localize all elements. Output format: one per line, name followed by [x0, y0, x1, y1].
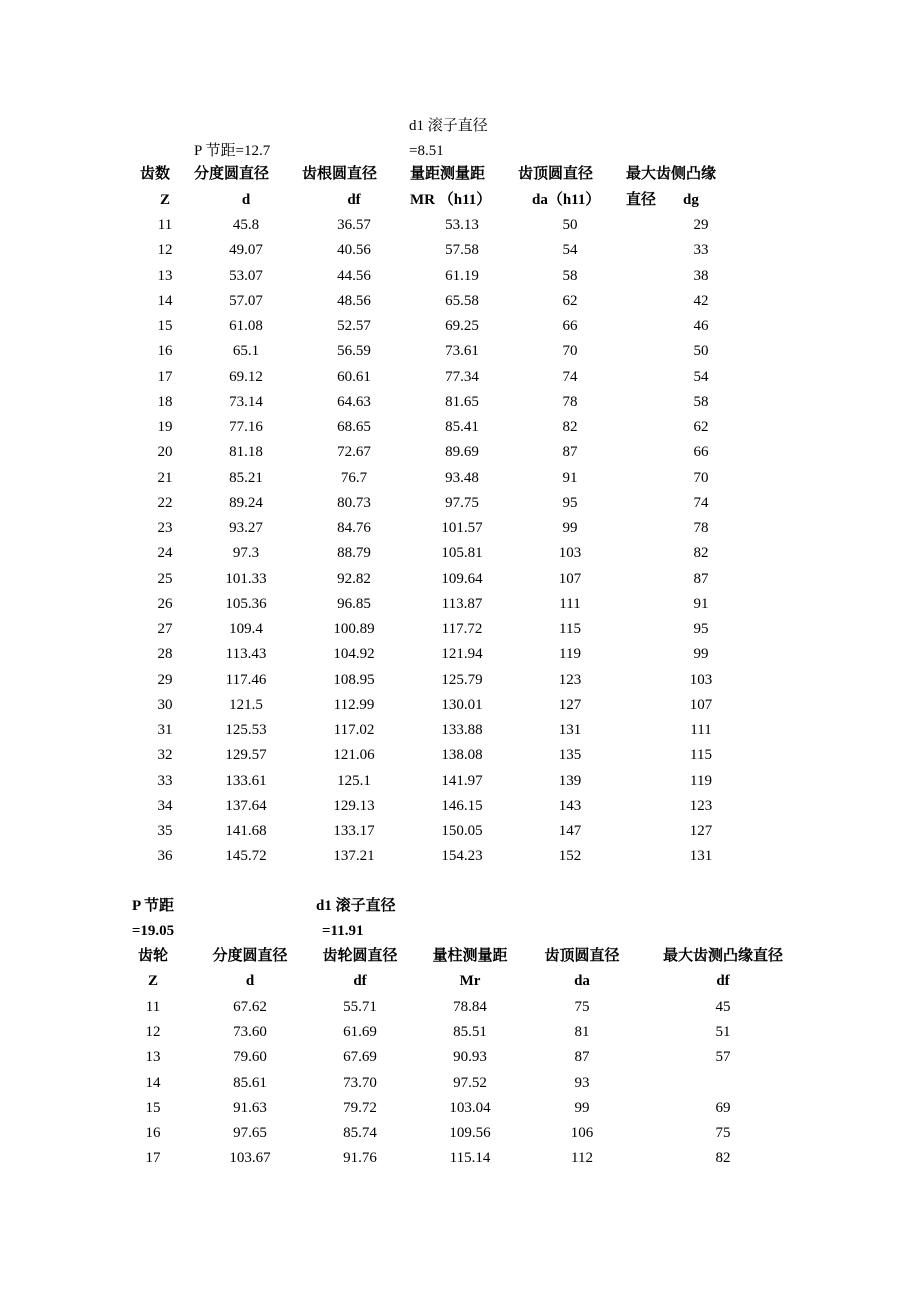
- cell-mr: 138.08: [441, 747, 483, 764]
- cell-z: 32: [157, 747, 173, 764]
- cell-da: 81: [574, 1024, 590, 1041]
- col-symbol-d: d: [241, 192, 251, 208]
- cell-mr: 97.52: [453, 1074, 487, 1091]
- cell-z: 19: [157, 419, 173, 435]
- cell-df: 92.82: [337, 570, 371, 587]
- cell-d: 125.53: [225, 722, 267, 738]
- cell-da: 78: [562, 393, 578, 410]
- cell-dg: 87: [693, 570, 709, 587]
- cell-da: 103: [558, 545, 582, 562]
- cell-mr: 61.19: [445, 267, 479, 284]
- cell-z: 16: [157, 343, 173, 360]
- cell-z: 17: [145, 1150, 161, 1167]
- cell-dg: 29: [693, 217, 709, 233]
- cell-df: 88.79: [337, 545, 371, 562]
- cell-dg: 58: [693, 393, 709, 410]
- cell-z: 15: [157, 318, 173, 334]
- cell-d: 117.46: [225, 671, 267, 688]
- cell-d: 145.72: [225, 848, 267, 865]
- cell-da: 75: [574, 999, 590, 1015]
- cell-mr: 97.75: [445, 494, 479, 511]
- cell-df: 104.92: [333, 646, 375, 663]
- cell-d: 141.68: [225, 823, 267, 839]
- roller-diameter-value: =8.51: [409, 143, 444, 159]
- cell-dg: 107: [689, 696, 713, 713]
- cell-dg: 91: [693, 595, 709, 612]
- cell-z: 36: [157, 848, 173, 865]
- cell-df: 48.56: [337, 292, 371, 309]
- cell-d: 79.60: [233, 1049, 267, 1066]
- cell-da: 107: [558, 570, 582, 587]
- col-header-teeth: 齿数: [140, 166, 171, 182]
- cell-df: 84.76: [337, 520, 371, 536]
- cell-dg: 46: [693, 318, 709, 334]
- cell-d: 109.4: [229, 621, 263, 637]
- cell-d: 101.33: [225, 570, 267, 587]
- cell-dg: 95: [693, 621, 709, 637]
- cell-z: 26: [157, 595, 173, 612]
- cell-dg: 119: [690, 772, 712, 789]
- cell-d: 45.8: [232, 217, 260, 233]
- cell-mr: 133.88: [441, 722, 483, 738]
- cell-da: 152: [558, 848, 582, 865]
- cell-d: 73.60: [233, 1024, 267, 1041]
- cell-df: 72.67: [337, 444, 371, 461]
- cell-mr: 125.79: [441, 671, 483, 688]
- col-symbol-d-2: d: [245, 973, 255, 989]
- cell-df: 64.63: [337, 393, 371, 410]
- cell-z: 30: [157, 696, 173, 713]
- cell-da: 58: [562, 267, 578, 284]
- cell-da: 54: [562, 242, 578, 259]
- cell-z: 13: [145, 1049, 161, 1066]
- cell-mr: 115.14: [449, 1150, 491, 1167]
- cell-z: 35: [157, 823, 173, 839]
- cell-mr: 57.58: [445, 242, 479, 259]
- cell-dg: 78: [693, 520, 709, 536]
- cell-dg: 99: [693, 646, 709, 663]
- cell-z: 13: [157, 267, 173, 284]
- cell-z: 12: [157, 242, 173, 259]
- cell-z: 20: [157, 444, 173, 461]
- cell-da: 50: [562, 217, 578, 233]
- cell-mr: 65.58: [445, 292, 479, 309]
- cell-da: 123: [558, 671, 582, 688]
- cell-z: 17: [157, 368, 173, 385]
- cell-df: 52.57: [337, 318, 371, 334]
- cell-da: 95: [562, 494, 578, 511]
- cell-mr: 85.41: [445, 419, 479, 435]
- col-header-diameter-cont: 直径: [626, 192, 657, 208]
- cell-mr: 89.69: [445, 444, 479, 461]
- cell-d: 103.67: [229, 1150, 271, 1167]
- col-symbol-df-flange: df: [716, 973, 730, 989]
- cell-d: 85.21: [229, 469, 263, 486]
- cell-da: 62: [562, 292, 578, 309]
- cell-d: 97.65: [233, 1125, 267, 1141]
- cell-df: 56.59: [337, 343, 371, 360]
- cell-df-flange: 82: [715, 1150, 731, 1167]
- cell-da: 139: [558, 772, 582, 789]
- cell-z: 11: [145, 999, 161, 1015]
- cell-mr: 105.81: [441, 545, 483, 562]
- cell-df-flange: 69: [715, 1099, 731, 1116]
- cell-mr: 69.25: [445, 318, 479, 334]
- cell-d: 105.36: [225, 595, 267, 612]
- cell-df-flange: 45: [715, 999, 731, 1015]
- cell-df: 100.89: [333, 621, 375, 637]
- pitch-label: P 节距=12.7: [194, 143, 271, 159]
- cell-df: 60.61: [337, 368, 371, 385]
- col-header-root-diameter: 齿根圆直径: [302, 166, 378, 182]
- cell-mr: 101.57: [441, 520, 483, 536]
- cell-da: 99: [574, 1099, 590, 1116]
- cell-da: 87: [562, 444, 578, 461]
- cell-df: 121.06: [333, 747, 375, 764]
- cell-d: 97.3: [232, 545, 260, 562]
- cell-da: 147: [558, 823, 582, 839]
- cell-df: 96.85: [337, 595, 371, 612]
- cell-df: 112.99: [333, 696, 375, 713]
- cell-df: 73.70: [343, 1074, 377, 1091]
- cell-dg: 123: [689, 797, 713, 814]
- col-header-pitch-diameter: 分度圆直径: [194, 166, 270, 182]
- cell-df-flange: 51: [715, 1024, 731, 1041]
- cell-dg: 33: [693, 242, 709, 259]
- cell-mr: 141.97: [441, 772, 483, 789]
- pitch-label-2: P 节距: [131, 898, 175, 914]
- cell-da: 127: [558, 696, 582, 713]
- cell-d: 57.07: [229, 292, 263, 309]
- cell-mr: 77.34: [445, 368, 479, 385]
- cell-mr: 113.87: [441, 595, 483, 612]
- cell-d: 73.14: [229, 393, 263, 410]
- cell-d: 93.27: [229, 520, 263, 536]
- col-header-tip-diameter-2: 齿顶圆直径: [544, 948, 620, 964]
- cell-mr: 109.56: [449, 1125, 491, 1141]
- cell-z: 14: [145, 1074, 161, 1091]
- cell-z: 18: [157, 393, 173, 410]
- cell-da: 91: [562, 469, 578, 486]
- col-symbol-mr: MR （h11）: [410, 192, 492, 208]
- cell-dg: 131: [689, 848, 713, 865]
- col-symbol-da-2: da: [574, 973, 590, 989]
- col-header-pin-measure: 量柱测量距: [432, 948, 508, 964]
- cell-z: 29: [157, 671, 173, 688]
- col-symbol-z: Z: [159, 192, 171, 208]
- cell-d: 121.5: [229, 696, 263, 713]
- cell-d: 61.08: [229, 318, 263, 334]
- cell-z: 34: [157, 797, 173, 814]
- cell-da: 70: [562, 343, 578, 360]
- cell-d: 65.1: [232, 343, 260, 360]
- cell-dg: 50: [693, 343, 709, 360]
- cell-dg: 38: [693, 267, 709, 284]
- cell-da: 135: [558, 747, 582, 764]
- cell-mr: 117.72: [441, 621, 483, 637]
- cell-df: 67.69: [343, 1049, 377, 1066]
- col-symbol-z-2: Z: [147, 973, 159, 989]
- cell-df: 79.72: [343, 1099, 377, 1116]
- cell-z: 11: [157, 217, 173, 233]
- cell-da: 66: [562, 318, 578, 334]
- cell-dg: 115: [690, 747, 712, 764]
- col-header-max-flange-2: 最大齿测凸缘直径: [662, 948, 784, 964]
- cell-d: 85.61: [233, 1074, 267, 1091]
- cell-da: 111: [559, 595, 581, 612]
- cell-df: 125.1: [337, 772, 371, 789]
- cell-df: 85.74: [343, 1125, 377, 1141]
- cell-d: 53.07: [229, 267, 263, 284]
- cell-z: 14: [157, 292, 173, 309]
- cell-z: 21: [157, 469, 173, 486]
- cell-d: 129.57: [225, 747, 267, 764]
- cell-z: 31: [157, 722, 173, 738]
- cell-mr: 154.23: [441, 848, 483, 865]
- cell-d: 67.62: [233, 999, 267, 1015]
- cell-z: 33: [157, 772, 173, 789]
- cell-dg: 54: [693, 368, 709, 385]
- pitch-value-2: =19.05: [131, 923, 175, 939]
- cell-mr: 90.93: [453, 1049, 487, 1066]
- cell-z: 15: [145, 1099, 161, 1116]
- cell-z: 24: [157, 545, 173, 562]
- cell-df: 117.02: [333, 722, 375, 738]
- col-header-tip-diameter: 齿顶圆直径: [518, 166, 594, 182]
- cell-d: 81.18: [229, 444, 263, 461]
- cell-da: 74: [562, 368, 578, 385]
- cell-da: 143: [558, 797, 582, 814]
- cell-mr: 103.04: [449, 1099, 491, 1116]
- cell-df: 108.95: [333, 671, 375, 688]
- cell-df-flange: 75: [715, 1125, 731, 1141]
- col-symbol-df: df: [347, 192, 361, 208]
- roller-diameter-label: d1 滚子直径: [409, 118, 488, 134]
- cell-d: 133.61: [225, 772, 267, 789]
- cell-dg: 62: [693, 419, 709, 435]
- cell-d: 89.24: [229, 494, 263, 511]
- col-header-max-flange: 最大齿侧凸缘: [626, 166, 717, 182]
- col-symbol-df-2: df: [353, 973, 367, 989]
- cell-mr: 93.48: [445, 469, 479, 486]
- cell-z: 28: [157, 646, 173, 663]
- cell-z: 25: [157, 570, 173, 587]
- cell-df: 76.7: [340, 469, 368, 486]
- cell-dg: 127: [689, 823, 713, 839]
- cell-mr: 85.51: [453, 1024, 487, 1041]
- col-symbol-dg: dg: [683, 192, 699, 208]
- cell-d: 91.63: [233, 1099, 267, 1116]
- cell-df: 61.69: [343, 1024, 377, 1041]
- col-symbol-mr-2: Mr: [459, 973, 481, 989]
- col-header-pitch-diameter-2: 分度圆直径: [212, 948, 288, 964]
- cell-z: 27: [157, 621, 173, 637]
- col-symbol-da: da（h11）: [532, 192, 601, 208]
- cell-df: 137.21: [333, 848, 375, 865]
- cell-z: 22: [157, 494, 173, 511]
- cell-df: 129.13: [333, 797, 375, 814]
- cell-dg: 42: [693, 292, 709, 309]
- cell-d: 113.43: [225, 646, 267, 663]
- cell-dg: 74: [693, 494, 709, 511]
- cell-df: 133.17: [333, 823, 375, 839]
- cell-da: 115: [559, 621, 581, 637]
- cell-df: 68.65: [337, 419, 371, 435]
- cell-mr: 78.84: [453, 999, 487, 1015]
- cell-dg: 103: [689, 671, 713, 688]
- cell-da: 82: [562, 419, 578, 435]
- cell-dg: 111: [690, 722, 712, 738]
- cell-df-flange: 57: [715, 1049, 731, 1066]
- cell-da: 112: [571, 1150, 593, 1167]
- cell-z: 23: [157, 520, 173, 536]
- cell-d: 49.07: [229, 242, 263, 259]
- cell-mr: 81.65: [445, 393, 479, 410]
- cell-da: 93: [574, 1074, 590, 1091]
- cell-mr: 53.13: [445, 217, 479, 233]
- cell-df: 91.76: [343, 1150, 377, 1167]
- roller-diameter-value-2: =11.91: [322, 923, 364, 939]
- cell-da: 106: [570, 1125, 594, 1141]
- cell-z: 12: [145, 1024, 161, 1041]
- cell-df: 36.57: [337, 217, 371, 233]
- cell-df: 80.73: [337, 494, 371, 511]
- col-header-measure-distance: 量距测量距: [410, 166, 486, 182]
- cell-d: 77.16: [229, 419, 263, 435]
- cell-dg: 82: [693, 545, 709, 562]
- cell-mr: 150.05: [441, 823, 483, 839]
- cell-df: 44.56: [337, 267, 371, 284]
- col-header-gear: 齿轮: [137, 948, 169, 964]
- cell-da: 99: [562, 520, 578, 536]
- cell-df: 40.56: [337, 242, 371, 259]
- roller-diameter-label-2: d1 滚子直径: [316, 898, 396, 914]
- cell-d: 69.12: [229, 368, 263, 385]
- cell-da: 131: [558, 722, 582, 738]
- cell-mr: 121.94: [441, 646, 483, 663]
- cell-d: 137.64: [225, 797, 267, 814]
- cell-dg: 70: [693, 469, 709, 486]
- cell-mr: 130.01: [441, 696, 483, 713]
- cell-df: 55.71: [343, 999, 377, 1015]
- cell-da: 87: [574, 1049, 590, 1066]
- cell-mr: 109.64: [441, 570, 483, 587]
- col-header-gear-diameter: 齿轮圆直径: [322, 948, 398, 964]
- cell-da: 119: [559, 646, 581, 663]
- cell-mr: 73.61: [445, 343, 479, 360]
- cell-mr: 146.15: [441, 797, 483, 814]
- cell-z: 16: [145, 1125, 161, 1141]
- cell-dg: 66: [693, 444, 709, 461]
